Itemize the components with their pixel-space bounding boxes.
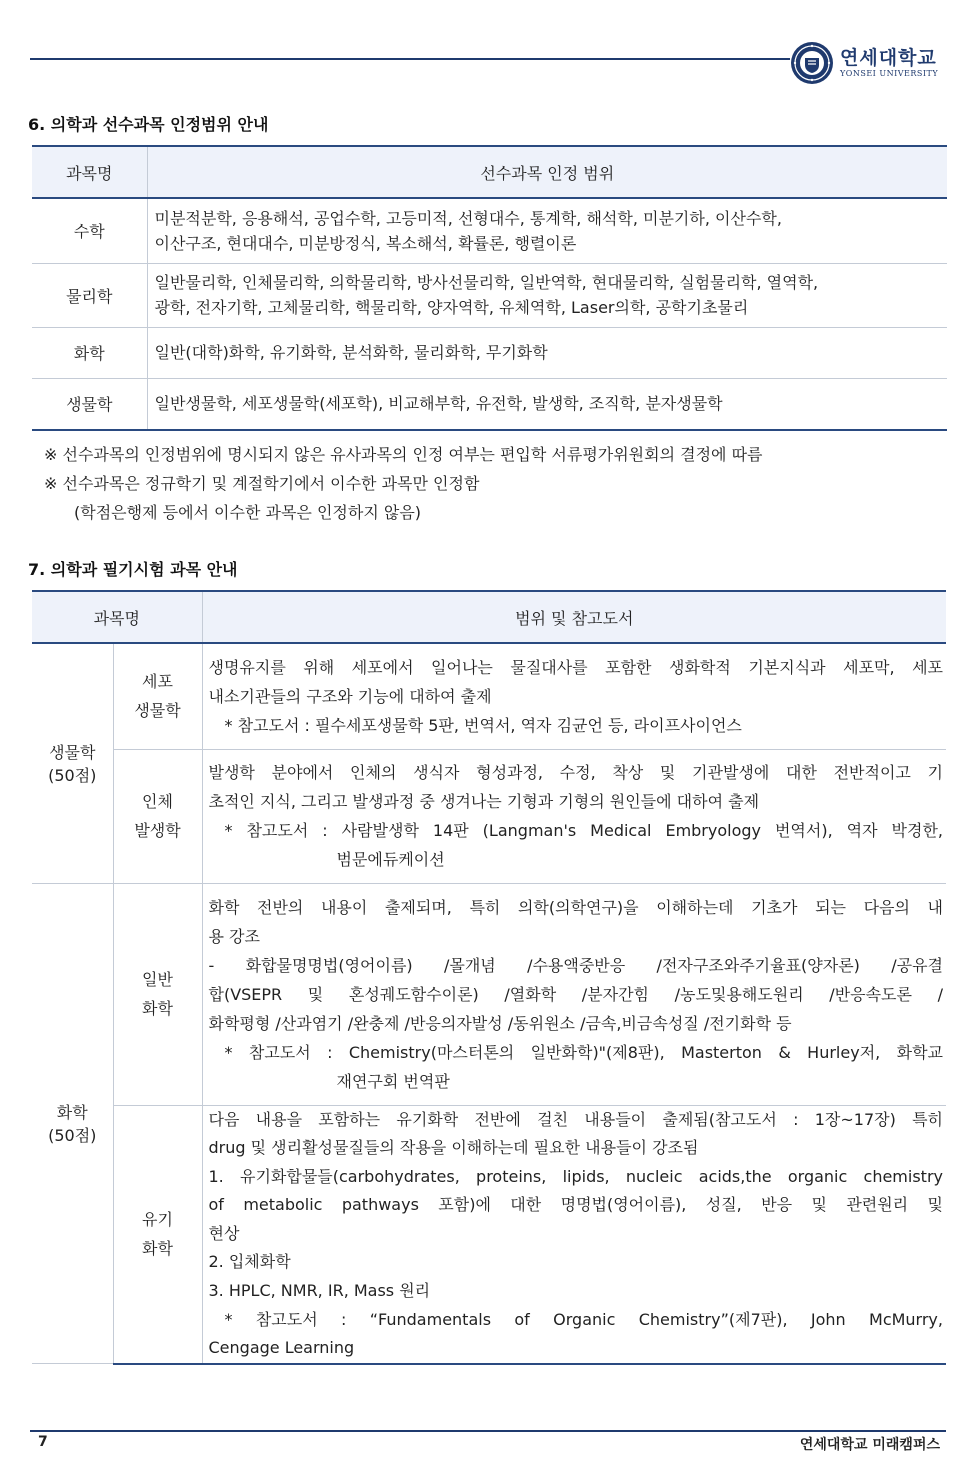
scope-line: 내소기관들의 구조와 기능에 대하여 출제 xyxy=(208,686,492,706)
subject-physics: 물리학 xyxy=(32,263,147,327)
table-row xyxy=(32,198,947,263)
table-row xyxy=(32,327,947,378)
range-cell xyxy=(147,198,947,263)
note-2: ※ 선수과목은 정규학기 및 계절학기에서 이수한 과목만 인정함 xyxy=(44,474,480,493)
reference-line: * 참고도서 : Chemistry(마스터톤의 일반화학)"(제8판), Masterton & Hurley저, 화학교 xyxy=(224,1042,943,1062)
category-label: 화학 xyxy=(56,1103,88,1123)
page-number: 7 xyxy=(38,1434,48,1450)
scope-cell xyxy=(202,883,946,1105)
scope-line: 3. HPLC, NMR, IR, Mass 원리 xyxy=(208,1281,431,1301)
table-row xyxy=(32,749,946,883)
scope-line: 다음 내용을 포함하는 유기화학 전반에 걸친 내용들이 출제됨(참고도서 : 1장~17장) 특히 xyxy=(208,1109,943,1129)
scope-line: 현상 xyxy=(208,1223,240,1243)
range-line: 이산구조, 현대대수, 미분방정식, 복소해석, 확률론, 행렬이론 xyxy=(154,233,577,253)
sub-label: 일반 xyxy=(142,970,173,989)
exam-subject-table xyxy=(32,590,946,1365)
scope-line: 1. 유기화합물들(carbohydrates, proteins, lipids, nucleic acids,the organic chemistry xyxy=(208,1166,943,1186)
reference-line: * 참고도서 : 사람발생학 14판 (Langman's Medical Embryology 번역서), 역자 박경한, xyxy=(224,821,943,840)
range-cell xyxy=(147,378,947,430)
note-3: (학점은행제 등에서 이수한 과목은 인정하지 않음) xyxy=(74,503,422,522)
sub-label: 세포 xyxy=(142,672,173,692)
table-row xyxy=(32,883,946,1105)
table-header-row xyxy=(32,591,946,643)
note-1: ※ 선수과목의 인정범위에 명시되지 않은 유사과목의 인정 여부는 편입학 서류평가위원회의 결정에 따름 xyxy=(44,445,763,464)
range-line: 일반물리학, 인체물리학, 의학물리학, 방사선물리학, 일반역학, 현대물리학, 실험물리학, 열역학, xyxy=(154,273,819,292)
scope-line: 2. 입체화학 xyxy=(208,1252,291,1272)
scope-line: 초적인 지식, 그리고 발생과정 중 생겨나는 기형과 기형의 원인들에 대하여 출제 xyxy=(208,792,760,811)
scope-line: 발생학 분야에서 인체의 생식자 형성과정, 수정, 착상 및 기관발생에 대한 전반적이고 기 xyxy=(208,763,943,782)
notes xyxy=(44,440,763,527)
category-chemistry xyxy=(32,883,113,1364)
range-cell xyxy=(147,327,947,378)
sub-label: 화학 xyxy=(142,1239,173,1259)
scope-line: 화학평형 /산과염기 /완충제 /반응의자발성 /동위원소 /금속,비금속성질 /전기화학 등 xyxy=(208,1013,792,1033)
section7-title: 7. 의학과 필기시험 과목 안내 xyxy=(28,560,238,579)
table-row xyxy=(32,263,947,327)
table-header-row xyxy=(32,146,947,198)
scope-cell xyxy=(202,749,946,883)
subject-biology: 생물학 xyxy=(32,378,147,430)
sub-label: 생물학 xyxy=(134,701,181,721)
scope-line: 합(VSEPR 및 혼성궤도함수이론) /열화학 /분자간힘 /농도및용해도원리 /반응속도론 / xyxy=(208,984,943,1004)
header-rule xyxy=(30,58,790,60)
scope-line: 화학 전반의 내용이 출제되며, 특히 의학(의학연구)을 이해하는데 기초가 되는 다음의 내 xyxy=(208,897,943,917)
table-row xyxy=(32,643,946,749)
scope-line: - 화합물명명법(영어이름) /몰개념 /수용액중반응 /전자구조와주기율표(양자론) /공유결 xyxy=(208,955,943,975)
prerequisite-table xyxy=(32,145,947,431)
subject-chemistry: 화학 xyxy=(32,327,147,378)
footer-rule xyxy=(30,1430,946,1432)
header-subject: 과목명 xyxy=(32,591,202,643)
reference-line: * 참고도서 : “Fundamentals of Organic Chemistry”(제7판), John McMurry, xyxy=(224,1309,943,1329)
scope-line: of metabolic pathways 포함)에 대한 명명법(영어이름), 성질, 반응 및 관련원리 및 xyxy=(208,1195,943,1215)
range-line: 일반(대학)화학, 유기화학, 분석화학, 물리화학, 무기화학 xyxy=(154,343,548,362)
range-line: 일반생물학, 세포생물학(세포학), 비교해부학, 유전학, 발생학, 조직학, 분자생물학 xyxy=(154,394,723,414)
subcategory-general-chemistry xyxy=(113,883,202,1105)
table-row xyxy=(32,378,947,430)
range-line: 광학, 전자기학, 고체물리학, 핵물리학, 양자역학, 유체역학, Laser의학, 공학기초물리 xyxy=(154,298,749,317)
footer-campus: 연세대학교 미래캠퍼스 xyxy=(799,1437,940,1453)
subject-math: 수학 xyxy=(32,198,147,263)
reference-line: * 참고도서 : 필수세포생물학 5판, 번역서, 역자 김균언 등, 라이프사이언스 xyxy=(224,715,742,735)
yonsei-seal-icon xyxy=(790,41,834,85)
logo-korean-name: 연세대학교 xyxy=(840,47,937,69)
header-scope: 범위 및 참고도서 xyxy=(202,591,946,643)
sub-label: 유기 xyxy=(142,1210,173,1230)
sub-label: 화학 xyxy=(142,999,173,1018)
subcategory-organic-chemistry xyxy=(113,1105,202,1364)
category-label: 생물학 xyxy=(49,743,96,763)
section6-title: 6. 의학과 선수과목 인정범위 안내 xyxy=(28,115,269,134)
range-cell xyxy=(147,263,947,327)
logo-english-name: YONSEI UNIVERSITY xyxy=(840,69,939,78)
reference-line: Cengage Learning xyxy=(208,1338,355,1358)
reference-line: 범문에듀케이션 xyxy=(336,850,445,869)
category-points: (50점) xyxy=(48,766,97,786)
scope-line: 용 강조 xyxy=(208,926,260,946)
scope-cell xyxy=(202,643,946,749)
header-range: 선수과목 인정 범위 xyxy=(147,146,947,198)
reference-line: 재연구회 번역판 xyxy=(336,1071,450,1091)
sub-label: 발생학 xyxy=(134,821,181,840)
subcategory-embryology xyxy=(113,749,202,883)
table-row xyxy=(32,1105,946,1364)
range-line: 미분적분학, 응용해석, 공업수학, 고등미적, 선형대수, 통계학, 해석학, 미분기하, 이산수학, xyxy=(154,208,782,228)
university-logo xyxy=(790,38,950,88)
scope-line: drug 및 생리활성물질들의 작용을 이해하는데 필요한 내용들이 강조됨 xyxy=(208,1138,699,1158)
scope-line: 생명유지를 위해 세포에서 일어나는 물질대사를 포함한 생화학적 기본지식과 세포막, 세포 xyxy=(208,657,943,677)
sub-label: 인체 xyxy=(142,792,173,811)
header-subject: 과목명 xyxy=(32,146,147,198)
category-points: (50점) xyxy=(48,1126,97,1146)
category-biology xyxy=(32,643,113,883)
subcategory-cell-biology xyxy=(113,643,202,749)
scope-cell xyxy=(202,1105,946,1364)
